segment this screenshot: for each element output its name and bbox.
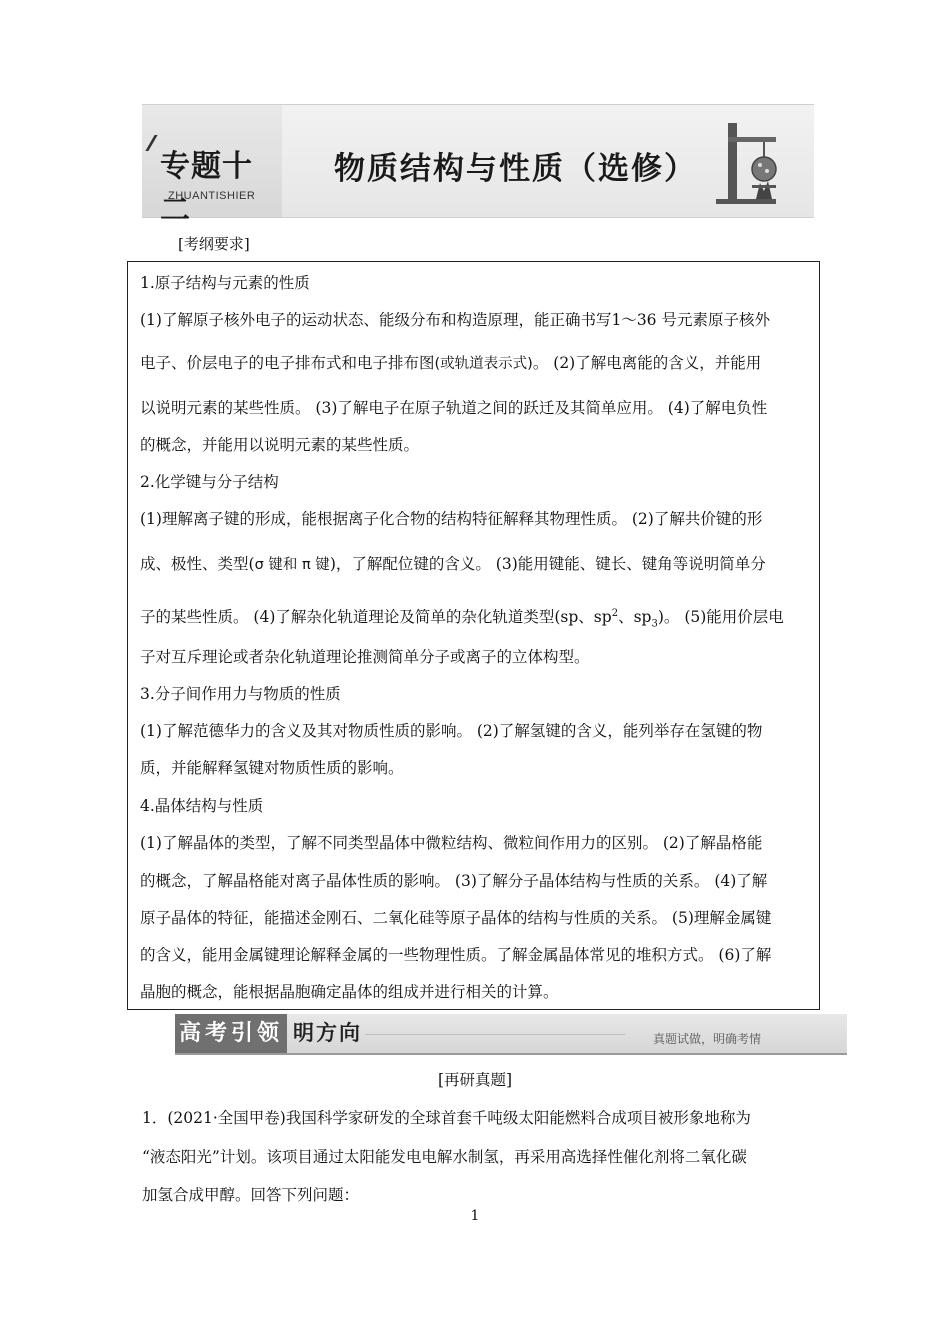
text-run: sp <box>633 608 652 627</box>
text-run: 子的某些性质。 (4)了解杂化轨道理论及简单的杂化轨道类型(sp、sp <box>140 608 612 627</box>
requirements-text: 晶胞的概念，能根据晶胞确定晶体的组成并进行相关的计算。 <box>140 983 559 1001</box>
requirements-text: (1)理解离子键的形成，能根据离子化合物的结构特征解释其物理性质。 (2)了解共价键的形 <box>140 510 763 528</box>
question-text: “液态阳光”计划。该项目通过太阳能发电电解水制氢，再采用高选择性催化剂将二氧化碳 <box>142 1148 747 1166</box>
section-heading: [再研真题] <box>437 1071 513 1089</box>
requirements-heading-1: 1.原子结构与元素的性质 <box>140 274 310 292</box>
requirements-label: [考纲要求] <box>178 235 250 253</box>
lab-stand-icon <box>714 119 784 205</box>
page-number: 1 <box>470 1208 480 1224</box>
text-run: )，了解配位键的含义。 (3)能用键能、键长、键角等说明简单分 <box>329 555 766 573</box>
requirements-text: (1)了解范德华力的含义及其对物质性质的影响。 (2)了解氢键的含义，能列举存在氢键的物 <box>140 722 763 740</box>
gaokao-banner-left: 高考引领 <box>175 1014 287 1053</box>
gaokao-banner-right: 真题试做，明确考情 <box>653 1032 762 1046</box>
requirements-text: 质，并能解释氢键对物质性质的影响。 <box>140 759 404 777</box>
text-run: 成、极性、类型( <box>140 555 255 573</box>
requirements-text <box>140 604 784 634</box>
gaokao-banner <box>175 1014 847 1055</box>
text-run: 电子、价层电子的电子排布式和电子排布图 <box>140 354 435 372</box>
requirements-text: 原子晶体的特征，能描述金刚石、二氧化硅等原子晶体的结构与性质的关系。 (5)理解金属键 <box>140 909 772 927</box>
requirements-text: 的概念，并能用以说明元素的某些性质。 <box>140 436 420 454</box>
requirements-heading-3: 3.分子间作用力与物质的性质 <box>140 685 341 703</box>
requirements-text: (1)了解晶体的类型，了解不同类型晶体中微粒结构、微粒间作用力的区别。 (2)了解晶格能 <box>140 834 763 852</box>
text-run: σ 键和 π 键 <box>254 557 330 573</box>
requirements-text: 的概念，了解晶格能对离子晶体性质的影响。 (3)了解分子晶体结构与性质的关系。 (4)了解 <box>140 872 768 890</box>
requirements-text: 子对互斥理论或者杂化轨道理论推测简单分子或离子的立体构型。 <box>140 648 590 666</box>
gaokao-banner-mid: 明方向 <box>293 1021 362 1045</box>
question-text: 加氢合成甲醇。回答下列问题： <box>142 1186 360 1204</box>
chapter-title: 物质结构与性质（选修） <box>334 151 697 187</box>
requirements-text <box>140 353 761 374</box>
subscript: 3 <box>651 618 658 630</box>
chapter-tab <box>142 105 282 228</box>
superscript: 2 <box>611 608 619 619</box>
requirements-heading-2: 2.化学键与分子结构 <box>140 473 279 491</box>
question-text: 1．(2021·全国甲卷)我国科学家研发的全球首套千吨级太阳能燃料合成项目被形象地称为 <box>142 1109 751 1127</box>
requirements-text <box>140 554 766 575</box>
chapter-tab-subtitle: ZHUANTISHIER <box>168 190 256 202</box>
text-run: )。 (5)能用价层电 <box>657 608 784 627</box>
chapter-banner <box>142 104 814 228</box>
gaokao-banner-rule <box>365 1034 625 1035</box>
requirements-text: 的含义，能用金属键理论解释金属的一些物理性质。了解金属晶体常见的堆积方式。 (6)了解 <box>140 946 772 964</box>
text-run: 、 <box>618 608 634 627</box>
requirements-text: 以说明元素的某些性质。 (3)了解电子在原子轨道之间的跃迁及其简单应用。 (4)了解电负性 <box>140 399 768 417</box>
text-run: 。 (2)了解电离能的含义，并能用 <box>532 354 762 372</box>
text-run: (或轨道表示式) <box>434 356 533 372</box>
requirements-text: (1)了解原子核外电子的运动状态、能级分布和构造原理，能正确书写1～36 号元素原子核外 <box>140 311 770 329</box>
chapter-tab-title: 专题十二 <box>160 149 253 228</box>
requirements-heading-4: 4.晶体结构与性质 <box>140 797 264 815</box>
